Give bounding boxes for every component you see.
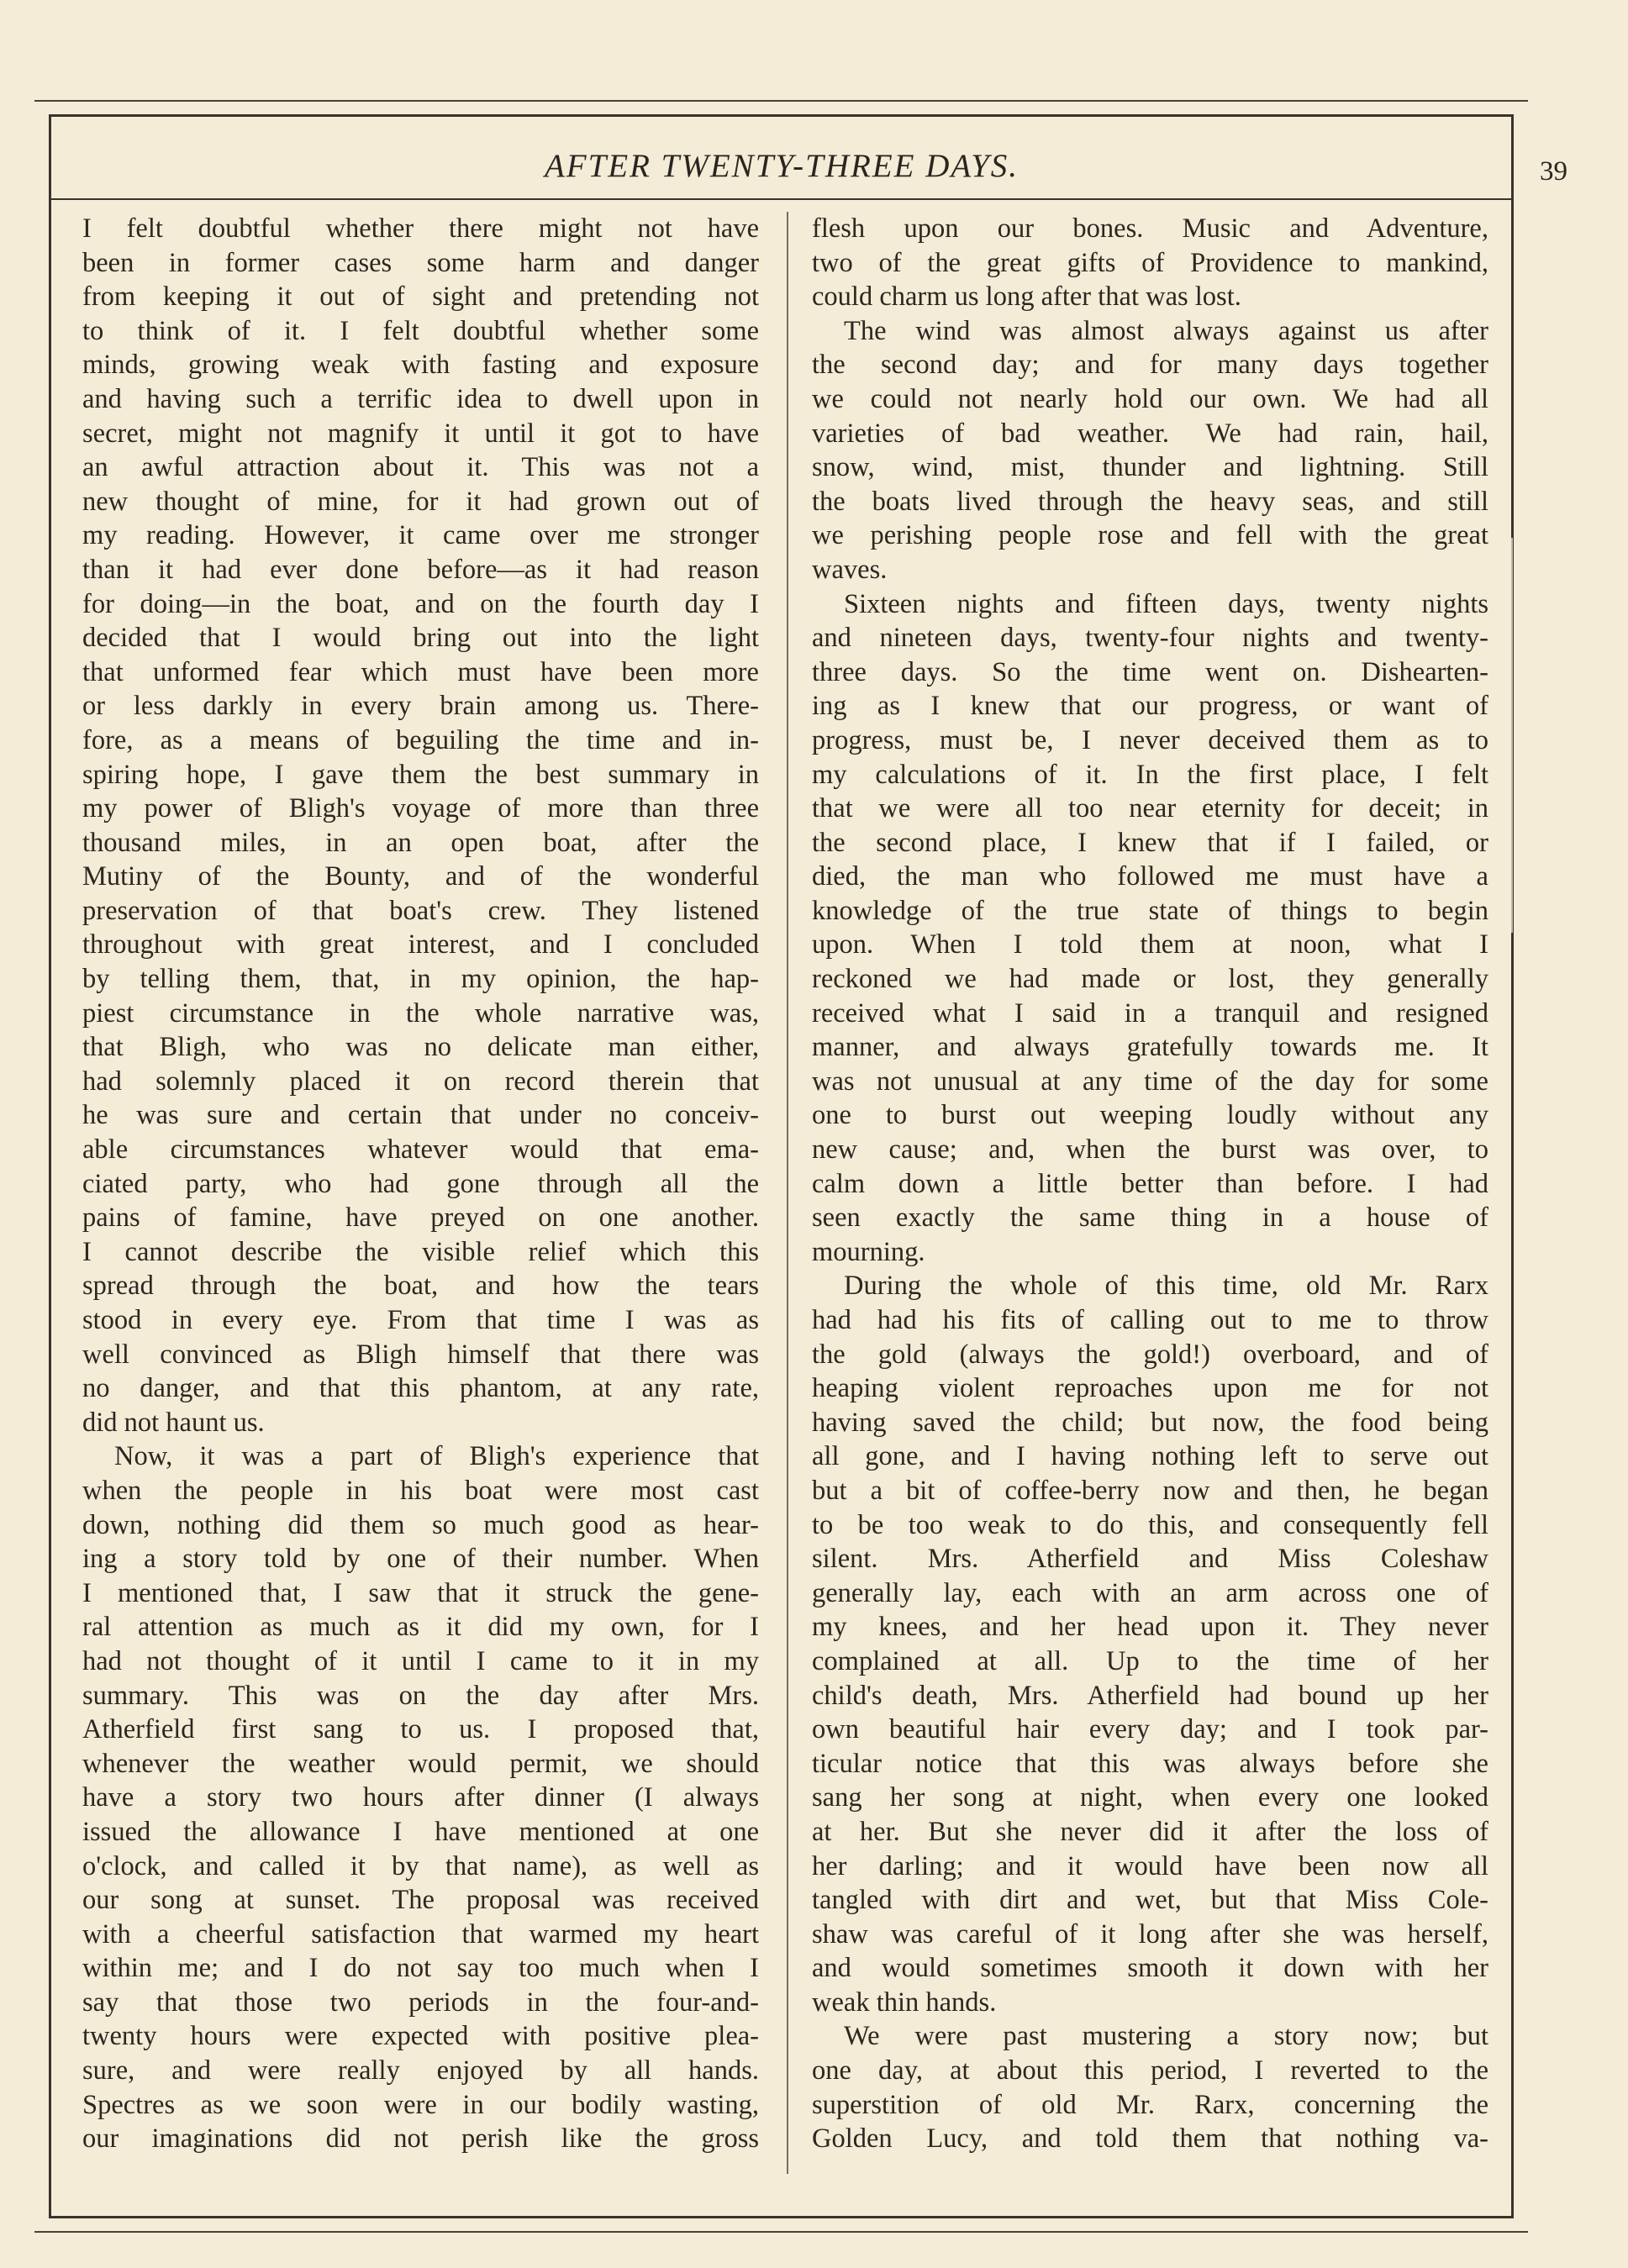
page-header bbox=[50, 126, 1567, 202]
text-line: ing as I knew that our progress, or want of bbox=[812, 691, 1488, 722]
text-line: pains of famine, have preyed on one another. bbox=[82, 1202, 759, 1234]
page-number: 39 bbox=[1540, 156, 1567, 187]
text-line: and having such a terrific idea to dwell upon in bbox=[82, 383, 759, 414]
text-line: he was sure and certain that under no conceiv- bbox=[82, 1100, 759, 1131]
text-line: Mutiny of the Bounty, and of the wonderful bbox=[82, 861, 759, 892]
text-line: preservation of that boat's crew. They listened bbox=[82, 895, 759, 926]
text-line: the second place, I knew that if I failed, or bbox=[812, 827, 1488, 858]
text-line: thousand miles, in an open boat, after the bbox=[82, 827, 759, 858]
text-line: weak thin hands. bbox=[812, 1986, 997, 2018]
text-line: tangled with dirt and wet, but that Miss Cole- bbox=[812, 1885, 1488, 1916]
text-line: that unformed fear which must have been more bbox=[82, 656, 759, 687]
text-line: my calculations of it. In the first place, I felt bbox=[812, 759, 1488, 790]
text-line: snow, wind, mist, thunder and lightning. Still bbox=[812, 452, 1488, 483]
text-line: did not haunt us. bbox=[82, 1407, 265, 1438]
text-line: Golden Lucy, and told them that nothing va- bbox=[812, 2123, 1488, 2155]
header-rule bbox=[50, 198, 1513, 200]
text-line: had had his fits of calling out to me to throw bbox=[812, 1305, 1488, 1335]
text-line: and would sometimes smooth it down with her bbox=[812, 1953, 1488, 1984]
text-line: ticular notice that this was always before she bbox=[812, 1748, 1488, 1779]
text-line: piest circumstance in the whole narrative was, bbox=[82, 997, 759, 1029]
text-line: spread through the boat, and how the tears bbox=[82, 1271, 759, 1302]
text-line: ciated party, who had gone through all the bbox=[82, 1168, 759, 1199]
text-line: summary. This was on the day after Mrs. bbox=[82, 1680, 759, 1711]
text-line: we perishing people rose and fell with the great bbox=[812, 520, 1488, 551]
text-line: secret, might not magnify it until it got to have bbox=[82, 418, 759, 449]
text-line: own beautiful hair every day; and I took par- bbox=[812, 1714, 1488, 1745]
text-line: died, the man who followed me must have a bbox=[812, 861, 1488, 892]
text-line: issued the allowance I have mentioned at one bbox=[82, 1816, 759, 1847]
text-line: at her. But she never did it after the loss of bbox=[812, 1816, 1488, 1847]
text-line: having saved the child; but now, the food being bbox=[812, 1407, 1488, 1438]
text-line: flesh upon our bones. Music and Adventure, bbox=[812, 213, 1488, 244]
text-line: reckoned we had made or lost, they generally bbox=[812, 964, 1488, 995]
text-line: for doing—in the boat, and on the fourth day I bbox=[82, 588, 759, 619]
text-line: well convinced as Bligh himself that there was bbox=[82, 1339, 759, 1370]
text-line: the second day; and for many days together bbox=[812, 350, 1488, 381]
text-line: an awful attraction about it. This was not a bbox=[82, 452, 759, 483]
text-line: The wind was almost always against us after bbox=[844, 315, 1488, 346]
text-line: and nineteen days, twenty-four nights and twenty- bbox=[812, 623, 1488, 654]
text-line: manner, and always gratefully towards me. It bbox=[812, 1032, 1488, 1063]
text-line: Spectres as we soon were in our bodily wasting, bbox=[82, 2089, 759, 2120]
text-line: During the whole of this time, old Mr. Rarx bbox=[844, 1271, 1488, 1302]
text-line: had solemnly placed it on record therein that bbox=[82, 1066, 759, 1097]
text-line: that we were all too near eternity for deceit; in bbox=[812, 793, 1488, 824]
text-line: received what I said in a tranquil and resigned bbox=[812, 997, 1488, 1029]
text-line: we could not nearly hold our own. We had all bbox=[812, 383, 1488, 414]
text-line: from keeping it out of sight and pretending not bbox=[82, 282, 759, 313]
text-line: her darling; and it would have been now all bbox=[812, 1850, 1488, 1881]
text-line: that Bligh, who was no delicate man either, bbox=[82, 1032, 759, 1063]
text-line: say that those two periods in the four-and- bbox=[82, 1986, 759, 2018]
text-line: one day, at about this period, I reverted to the bbox=[812, 2055, 1488, 2086]
text-line: progress, must be, I never deceived them as to bbox=[812, 724, 1488, 755]
text-line: mourning. bbox=[812, 1236, 925, 1267]
text-line: decided that I would bring out into the light bbox=[82, 623, 759, 654]
text-line: my reading. However, it came over me stronger bbox=[82, 520, 759, 551]
text-line: my knees, and her head upon it. They never bbox=[812, 1612, 1488, 1643]
text-line: could charm us long after that was lost. bbox=[812, 282, 1241, 313]
text-line: the gold (always the gold!) overboard, and of bbox=[812, 1339, 1488, 1370]
text-line: to think of it. I felt doubtful whether some bbox=[82, 315, 759, 346]
text-line: one to burst out weeping loudly without any bbox=[812, 1100, 1488, 1131]
text-line: our imaginations did not perish like the gross bbox=[82, 2123, 759, 2155]
text-line: whenever the weather would permit, we should bbox=[82, 1748, 759, 1779]
page-edge-mark bbox=[1511, 538, 1513, 933]
text-line: I mentioned that, I saw that it struck the gene- bbox=[82, 1577, 759, 1608]
text-line: but a bit of coffee-berry now and then, he began bbox=[812, 1475, 1488, 1506]
text-line: knowledge of the true state of things to begin bbox=[812, 895, 1488, 926]
right-column bbox=[812, 212, 1488, 2156]
text-line: heaping violent reproaches upon me for not bbox=[812, 1373, 1488, 1404]
text-line: by telling them, that, in my opinion, the hap- bbox=[82, 964, 759, 995]
text-line: twenty hours were expected with positive plea- bbox=[82, 2021, 759, 2052]
text-line: silent. Mrs. Atherfield and Miss Coleshaw bbox=[812, 1544, 1488, 1575]
text-line: down, nothing did them so much good as hear- bbox=[82, 1509, 759, 1540]
text-line: spiring hope, I gave them the best summary in bbox=[82, 759, 759, 790]
text-line: sang her song at night, when every one looked bbox=[812, 1782, 1488, 1813]
text-line: calm down a little better than before. I had bbox=[812, 1168, 1488, 1199]
left-column bbox=[82, 212, 759, 2156]
text-line: waves. bbox=[812, 554, 888, 585]
text-line: shaw was careful of it long after she was herself, bbox=[812, 1918, 1488, 1950]
text-line: to be too weak to do this, and consequently fell bbox=[812, 1509, 1488, 1540]
text-line: throughout with great interest, and I concluded bbox=[82, 929, 759, 960]
text-line: able circumstances whatever would that ema- bbox=[82, 1134, 759, 1166]
text-line: been in former cases some harm and danger bbox=[82, 247, 759, 278]
text-columns bbox=[82, 212, 1489, 2170]
text-line: Sixteen nights and fifteen days, twenty nights bbox=[844, 588, 1488, 619]
text-line: ral attention as much as it did my own, for I bbox=[82, 1612, 759, 1643]
text-line: Now, it was a part of Bligh's experience that bbox=[114, 1441, 759, 1472]
text-line: I felt doubtful whether there might not have bbox=[82, 213, 759, 244]
text-line: than it had ever done before—as it had reason bbox=[82, 554, 759, 585]
text-line: new cause; and, when the burst was over, to bbox=[812, 1134, 1488, 1166]
text-line: our song at sunset. The proposal was received bbox=[82, 1885, 759, 1916]
text-line: o'clock, and called it by that name), as well as bbox=[82, 1850, 759, 1881]
text-line: sure, and were really enjoyed by all hands. bbox=[82, 2055, 759, 2086]
text-line: ing a story told by one of their number. When bbox=[82, 1544, 759, 1575]
text-line: upon. When I told them at noon, what I bbox=[812, 929, 1488, 960]
text-line: stood in every eye. From that time I was as bbox=[82, 1305, 759, 1335]
text-line: two of the great gifts of Providence to mankind, bbox=[812, 247, 1488, 278]
text-line: I cannot describe the visible relief which this bbox=[82, 1236, 759, 1267]
text-line: three days. So the time went on. Dishearten- bbox=[812, 656, 1488, 687]
running-head: AFTER TWENTY-THREE DAYS. bbox=[544, 148, 1019, 184]
text-line: when the people in his boat were most cast bbox=[82, 1475, 759, 1506]
text-line: child's death, Mrs. Atherfield had bound up her bbox=[812, 1680, 1488, 1711]
text-line: had not thought of it until I came to it in my bbox=[82, 1645, 759, 1676]
text-line: with a cheerful satisfaction that warmed my heart bbox=[82, 1918, 759, 1950]
text-line: the boats lived through the heavy seas, and still bbox=[812, 486, 1488, 517]
text-line: have a story two hours after dinner (I always bbox=[82, 1782, 759, 1813]
text-line: no danger, and that this phantom, at any rate, bbox=[82, 1373, 759, 1404]
text-line: all gone, and I having nothing left to serve out bbox=[812, 1441, 1488, 1472]
text-line: my power of Bligh's voyage of more than three bbox=[82, 793, 759, 824]
text-line: new thought of mine, for it had grown out of bbox=[82, 486, 759, 517]
text-line: We were past mustering a story now; but bbox=[844, 2021, 1488, 2052]
text-line: seen exactly the same thing in a house of bbox=[812, 1202, 1488, 1234]
text-line: generally lay, each with an arm across one of bbox=[812, 1577, 1488, 1608]
text-line: fore, as a means of beguiling the time and in- bbox=[82, 724, 759, 755]
text-line: complained at all. Up to the time of her bbox=[812, 1645, 1488, 1676]
text-line: Atherfield first sang to us. I proposed that, bbox=[82, 1714, 759, 1745]
text-line: minds, growing weak with fasting and exposure bbox=[82, 350, 759, 381]
text-line: varieties of bad weather. We had rain, hail, bbox=[812, 418, 1488, 449]
text-line: superstition of old Mr. Rarx, concerning the bbox=[812, 2089, 1488, 2120]
text-line: was not unusual at any time of the day for some bbox=[812, 1066, 1488, 1097]
text-line: or less darkly in every brain among us. There- bbox=[82, 691, 759, 722]
text-line: within me; and I do not say too much when I bbox=[82, 1953, 759, 1984]
